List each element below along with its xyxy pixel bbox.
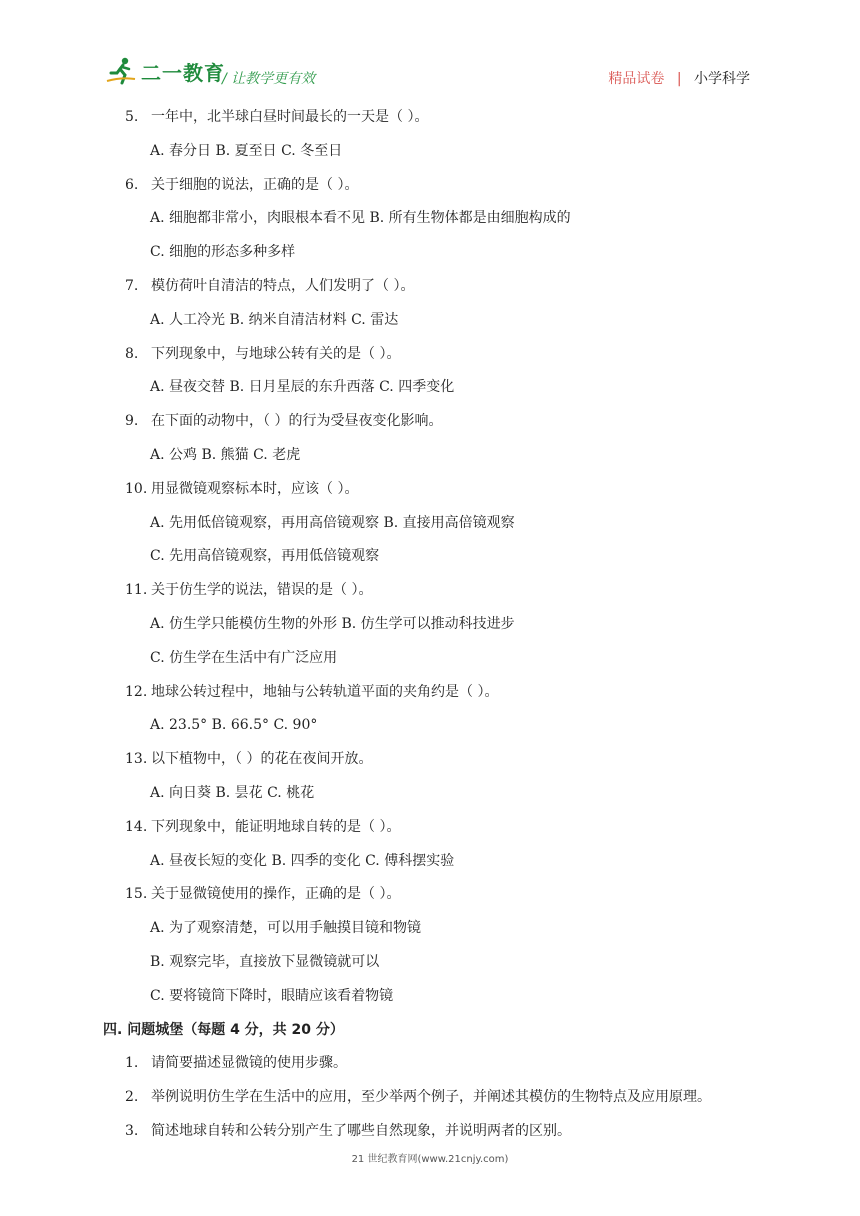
question-number: 12. xyxy=(125,683,148,700)
question-options: C. 要将镜筒下降时，眼睛应该看着物镜 xyxy=(150,987,394,1004)
question-options: A. 为了观察清楚，可以用手触摸目镜和物镜 xyxy=(150,920,422,937)
question-options: A. 人工冷光 B. 纳米自清洁材料 C. 雷达 xyxy=(150,311,399,328)
question-stem xyxy=(125,411,442,431)
question-options: A. 春分日 B. 夏至日 C. 冬至日 xyxy=(150,142,343,159)
question-options: A. 昼夜长短的变化 B. 四季的变化 C. 傅科摆实验 xyxy=(150,852,455,869)
question-number: 7. xyxy=(125,278,139,294)
question-number: 11. xyxy=(125,582,148,599)
question-text: 在下面的动物中，（ ）的行为受昼夜变化影响。 xyxy=(151,413,443,430)
question-stem xyxy=(125,817,400,837)
question-options: C. 仿生学在生活中有广泛应用 xyxy=(150,649,338,666)
header-right xyxy=(608,68,750,88)
question-stem xyxy=(125,682,498,702)
question-stem xyxy=(125,884,400,904)
question-text: 地球公转过程中，地轴与公转轨道平面的夹角约是（ ）。 xyxy=(151,683,499,700)
section-title: 四. 问题城堡（每题 4 分，共 20 分） xyxy=(103,1021,344,1038)
slogan: / 让教学更有效 xyxy=(222,71,316,87)
question-options: A. 向日葵 B. 昙花 C. 桃花 xyxy=(150,785,315,801)
question-options: A. 23.5° B. 66.5° C. 90° xyxy=(150,717,318,734)
header-tag: 精品试卷 xyxy=(608,71,665,87)
question-options: B. 观察完毕，直接放下显微镜就可以 xyxy=(150,954,380,970)
question-text: 模仿荷叶自清洁的特点，人们发明了（ ）。 xyxy=(151,278,415,294)
question-text: 关于显微镜使用的操作，正确的是（ ）。 xyxy=(151,886,401,903)
header-subject: 小学科学 xyxy=(694,71,750,87)
runner-logo-icon xyxy=(105,55,137,87)
header-separator: | xyxy=(676,71,682,87)
question-number: 10. xyxy=(125,480,148,497)
question-number: 1. xyxy=(125,1055,139,1072)
question-number: 5. xyxy=(125,109,139,125)
short-answer-question xyxy=(125,1053,347,1073)
question-number: 3. xyxy=(125,1123,139,1139)
question-number: 14. xyxy=(125,818,148,835)
question-stem xyxy=(125,479,358,499)
question-text: 请简要描述显微镜的使用步骤。 xyxy=(151,1055,347,1072)
short-answer-question xyxy=(125,1121,571,1141)
question-text: 一年中，北半球白昼时间最长的一天是（ ）。 xyxy=(151,109,429,125)
question-text: 关于仿生学的说法，错误的是（ ）。 xyxy=(151,582,373,599)
question-number: 8. xyxy=(125,345,139,362)
question-number: 9. xyxy=(125,413,139,430)
question-options: C. 先用高倍镜观察，再用低倍镜观察 xyxy=(150,548,380,565)
question-stem xyxy=(125,749,372,769)
question-options: A. 公鸡 B. 熊猫 C. 老虎 xyxy=(150,447,301,463)
question-text: 举例说明仿生学在生活中的应用，至少举两个例子，并阐述其模仿的生物特点及应用原理。 xyxy=(151,1089,711,1106)
question-text: 下列现象中，能证明地球自转的是（ ）。 xyxy=(151,818,401,835)
question-options: A. 先用低倍镜观察，再用高倍镜观察 B. 直接用高倍镜观察 xyxy=(150,514,515,531)
question-number: 6. xyxy=(125,176,139,193)
question-text: 关于细胞的说法，正确的是（ ）。 xyxy=(151,176,359,193)
question-text: 用显微镜观察标本时，应该（ ）。 xyxy=(151,480,359,497)
question-options: A. 细胞都非常小，肉眼根本看不见 B. 所有生物体都是由细胞构成的 xyxy=(150,210,571,227)
question-stem xyxy=(125,107,428,127)
question-options: A. 仿生学只能模仿生物的外形 B. 仿生学可以推动科技进步 xyxy=(150,616,515,632)
question-text: 以下植物中，（ ）的花在夜间开放。 xyxy=(151,751,373,768)
question-options: A. 昼夜交替 B. 日月星辰的东升西落 C. 四季变化 xyxy=(150,379,455,396)
question-number: 13. xyxy=(125,751,148,768)
question-options: C. 细胞的形态多种多样 xyxy=(150,244,296,261)
question-stem xyxy=(125,175,358,195)
short-answer-question xyxy=(125,1087,711,1107)
question-stem xyxy=(125,580,372,600)
page-footer: 21 世纪教育网(www.21cnjy.com) xyxy=(351,1154,509,1165)
question-stem xyxy=(125,276,414,296)
logo xyxy=(105,54,225,88)
question-stem xyxy=(125,344,400,364)
question-number: 15. xyxy=(125,886,148,903)
question-text: 下列现象中，与地球公转有关的是（ ）。 xyxy=(151,345,401,362)
logo-text: 二一教育 xyxy=(141,60,225,85)
question-number: 2. xyxy=(125,1089,139,1106)
page-header xyxy=(0,0,860,100)
question-text: 简述地球自转和公转分别产生了哪些自然现象，并说明两者的区别。 xyxy=(151,1123,571,1139)
